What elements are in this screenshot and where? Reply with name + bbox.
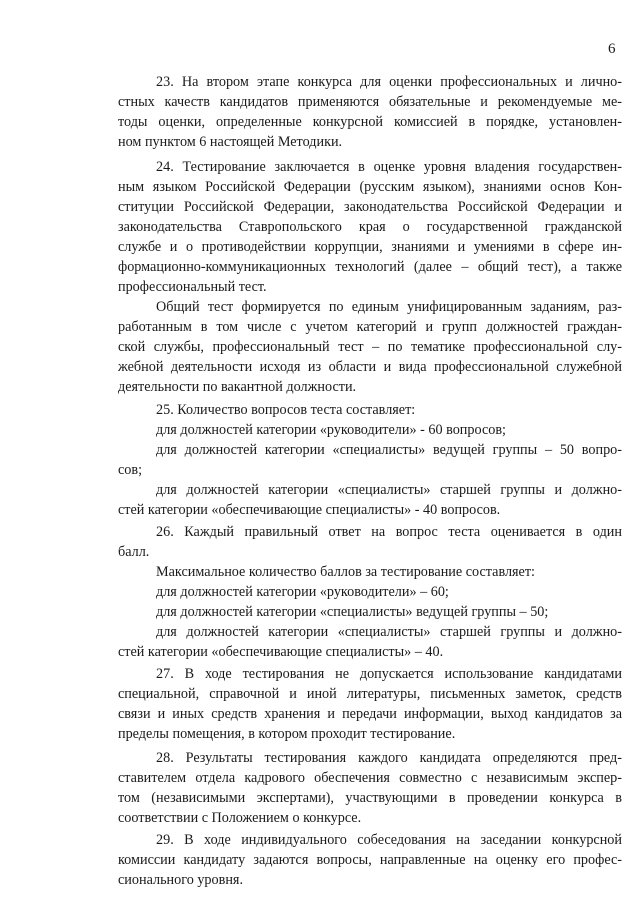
paragraph-24 — [118, 157, 622, 297]
text-line: Максимальное количество баллов за тестирование составляет: — [156, 564, 535, 580]
text-line: 26. Каждый правильный ответ на вопрос теста оценивается в один — [156, 524, 622, 540]
text-line: для должностей категории «специалисты» ведущей группы – 50; — [156, 604, 549, 620]
text-line: специальной, справочной и иной литературы, письменных заметок, средств — [118, 686, 622, 702]
text-line: комиссии кандидату задаются вопросы, направленные на оценку его профес- — [118, 852, 622, 868]
text-line: ном пунктом 6 настоящей Методики. — [118, 134, 343, 150]
paragraph-26 — [118, 522, 622, 662]
text-line: пределы помещения, в котором проходит тестирование. — [118, 726, 456, 742]
text-line: тоды оценки, определенные конкурсной комиссией в порядке, установлен- — [118, 114, 622, 130]
text-line: профессиональный тест. — [118, 279, 267, 295]
text-line: 25. Количество вопросов теста составляет: — [156, 402, 416, 418]
paragraph-29 — [118, 830, 622, 890]
text-line: 23. На втором этапе конкурса для оценки профессиональных и лично- — [156, 74, 622, 90]
text-line: стных качеств кандидатов применяются обязательные и рекомендуемые ме- — [118, 94, 622, 110]
text-line: для должностей категории «специалисты» старшей группы и должно- — [156, 624, 622, 640]
text-line: деятельности по вакантной должности. — [118, 379, 357, 395]
paragraph-28 — [118, 748, 622, 828]
text-line: работанным в том числе с учетом категорий и групп должностей граждан- — [118, 319, 622, 335]
text-line: ным языком Российской Федерации (русским языком), знаниями основ Кон- — [118, 179, 622, 195]
text-line: 29. В ходе индивидуального собеседования на заседании конкурсной — [156, 832, 622, 848]
text-line: законодательства Ставропольского края о государственной гражданской — [118, 219, 622, 235]
text-line: Общий тест формируется по единым унифицированным заданиям, раз- — [156, 299, 622, 315]
text-line: балл. — [118, 544, 150, 560]
text-line: службе и о противодействии коррупции, знаниями и умениями в сфере ин- — [118, 239, 622, 255]
text-line: сов; — [118, 462, 143, 478]
paragraph-23 — [118, 72, 622, 152]
text-line: формационно-коммуникационных технологий (далее – общий тест), а также — [118, 259, 622, 275]
text-line: ставителем отдела кадрового обеспечения совместно с независимым экспер- — [118, 770, 622, 786]
text-line: соответствии с Положением о конкурсе. — [118, 810, 362, 826]
text-line: 28. Результаты тестирования каждого кандидата определяются пред- — [156, 750, 622, 766]
text-line: сионального уровня. — [118, 872, 243, 888]
text-line: связи и иных средств хранения и передачи информации, выход кандидатов за — [118, 706, 622, 722]
text-line: жебной деятельности исходя из области и вида профессиональной служебной — [118, 359, 622, 375]
text-line: для должностей категории «специалисты» ведущей группы – 50 вопро- — [156, 442, 622, 458]
text-line: 24. Тестирование заключается в оценке уровня владения государствен- — [156, 159, 622, 175]
text-line: для должностей категории «руководители» – 60; — [156, 584, 449, 600]
page-number: 6 — [608, 41, 616, 57]
text-line: для должностей категории «руководители» - 60 вопросов; — [156, 422, 506, 438]
paragraph-24-general-test — [118, 297, 622, 397]
paragraph-25 — [118, 400, 622, 520]
text-line: ституции Российской Федерации, законодательства Российской Федерации и — [118, 199, 622, 215]
text-line: стей категории «обеспечивающие специалисты» – 40. — [118, 644, 444, 660]
text-line: для должностей категории «специалисты» старшей группы и должно- — [156, 482, 622, 498]
text-line: том (независимыми экспертами), участвующими в проведении конкурса в — [118, 790, 622, 806]
text-line: 27. В ходе тестирования не допускается использование кандидатами — [156, 666, 622, 682]
text-line: стей категории «обеспечивающие специалисты» - 40 вопросов. — [118, 502, 501, 518]
text-line: ской службы, профессиональный тест – по тематике профессиональной слу- — [118, 339, 622, 355]
paragraph-27 — [118, 664, 622, 744]
